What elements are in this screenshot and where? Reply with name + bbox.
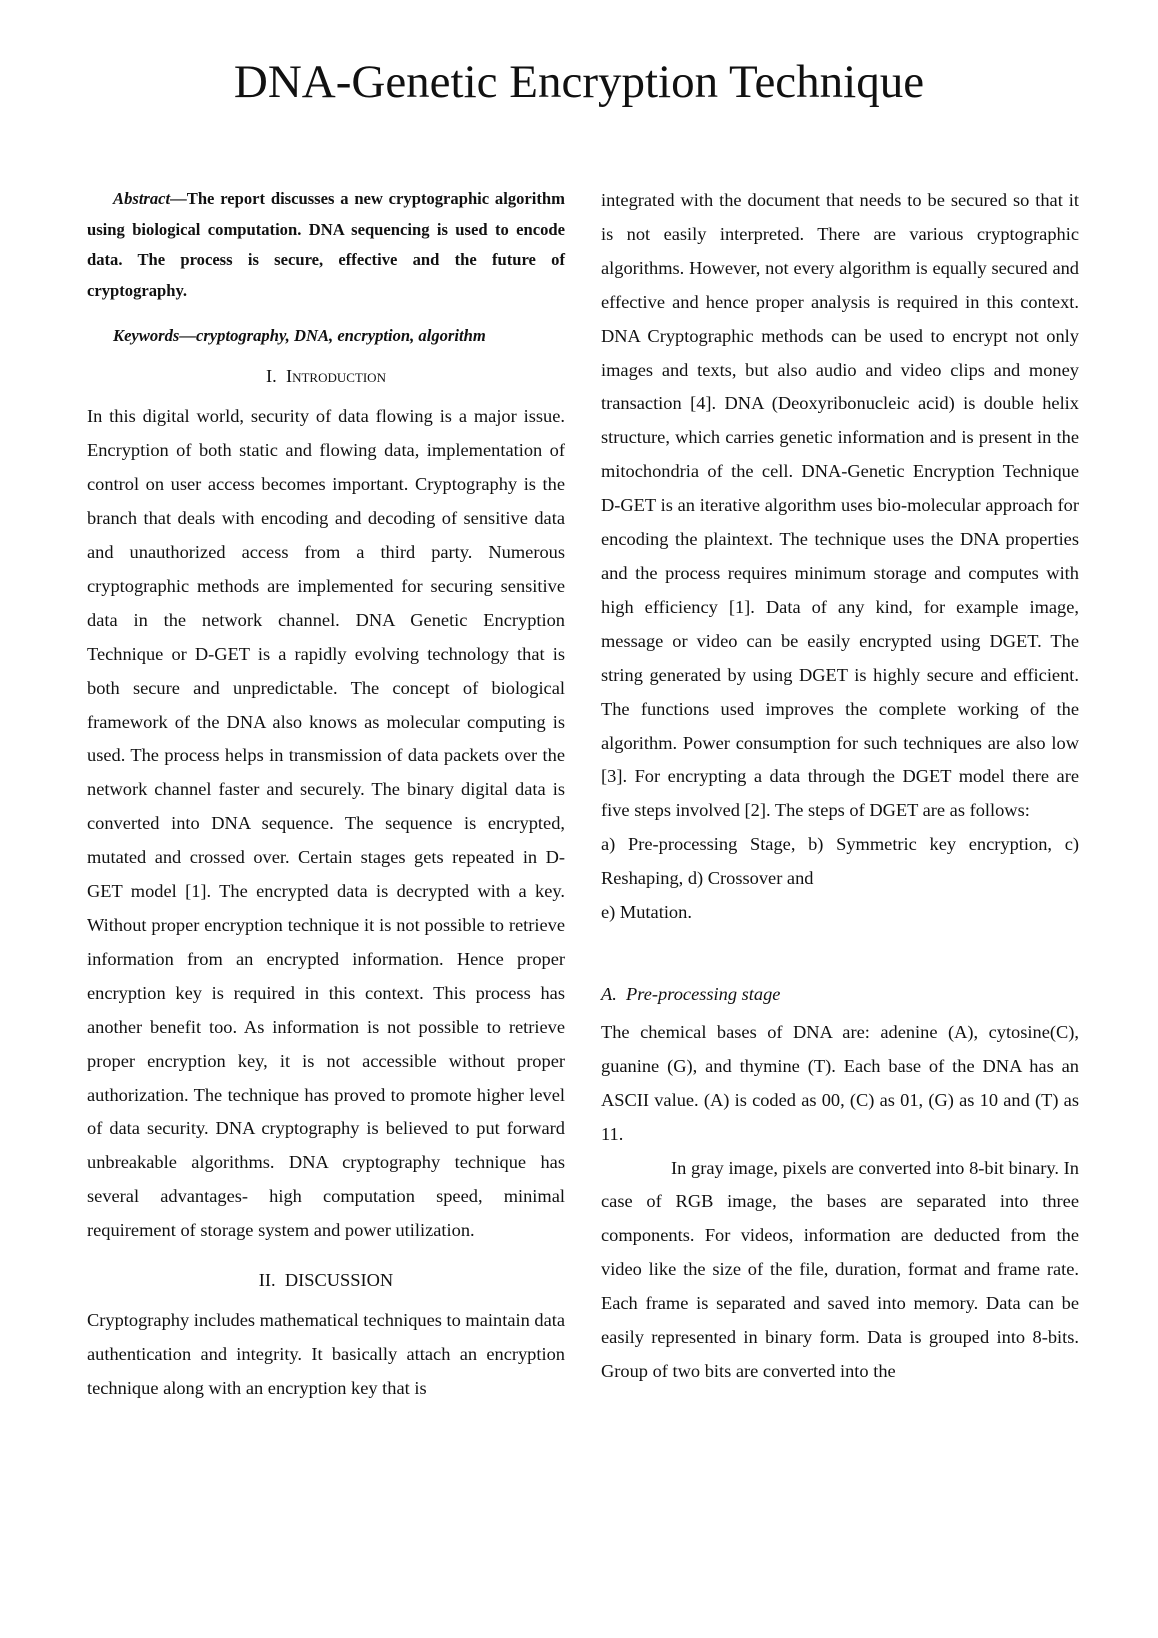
subsection-heading-preprocessing bbox=[601, 982, 1079, 1006]
preprocessing-paragraph-2: In gray image, pixels are converted into 8-bit binary. In case of RGB image, the bases are separated into three components. For videos, information are deducted from the video like the size of the file, duration, format and frame rate. Each frame is separated and saved into memory. Data can be easily represented in binary form. Data is grouped into 8-bits. Group of two bits are converted into the bbox=[601, 1157, 1079, 1381]
abstract-label: Abstract bbox=[113, 189, 171, 208]
keywords bbox=[87, 324, 565, 348]
discussion-paragraph-left: Cryptography includes mathematical techniques to maintain data authentication and integrity. It basically attach an encryption technique along with an encryption key that is bbox=[87, 1310, 566, 1398]
section-title: Introduction bbox=[285, 366, 386, 387]
abstract-text: The report discusses a new cryptographic algorithm using biological computation. DNA sequencing is used to encode data. The process is secure, effective and the future of cryptography. bbox=[87, 189, 565, 300]
section-heading-introduction bbox=[87, 364, 565, 388]
left-column bbox=[87, 184, 565, 1406]
preprocessing-paragraph-1: The chemical bases of DNA are: adenine (A), cytosine(C), guanine (G), and thymine (T). Each base of the DNA has an ASCII value. (A) is coded as 00, (C) as 01, (G) as 10 and (T) as 11. bbox=[601, 1021, 1079, 1144]
section-title: DISCUSSION bbox=[284, 1270, 394, 1291]
introduction-paragraph: In this digital world, security of data flowing is a major issue. Encryption of both static and flowing data, implementation of control on user access becomes important. Cryptography is the branch that deals with encoding and decoding of sensitive data and unauthorized access from a third party. Numerous cryptographic methods are implemented for securing sensitive data in the network channel. DNA Genetic Encryption Technique or D-GET is a rapidly evolving technology that is both secure and unpredictable. The concept of biological framework of the DNA also knows as molecular computing is used. The process helps in transmission of data packets over the network channel faster and securely. The binary digital data is converted into DNA sequence. The sequence is encrypted, mutated and crossed over. Certain stages gets repeated in D-GET model [1]. The encrypted data is decrypted with a key. Without proper encryption technique it is not possible to retrieve information from an encrypted information. Hence proper encryption key is required in this context. This process has another benefit too. As information is not possible to retrieve proper encryption key, it is not accessible without proper authorization. The technique has proved to promote higher level of data security. DNA cryptography is believed to put forward unbreakable algorithms. DNA cryptography technique has several advantages- high computation speed, minimal requirement of storage system and power utilization. bbox=[87, 406, 565, 1241]
dget-steps-list: a) Pre-processing Stage, b) Symmetric key encryption, c) Reshaping, d) Crossover and bbox=[601, 834, 1079, 889]
keywords-text: cryptography, DNA, encryption, algorithm bbox=[195, 326, 486, 346]
right-column bbox=[601, 184, 1079, 1389]
paper-title: DNA-Genetic Encryption Technique bbox=[233, 56, 925, 108]
abstract bbox=[87, 184, 565, 306]
keywords-label: Keywords bbox=[113, 326, 180, 346]
abstract-dash: — bbox=[170, 189, 187, 208]
section-number: II. bbox=[258, 1270, 276, 1291]
subsection-letter: A. bbox=[601, 983, 617, 1004]
section-heading-discussion bbox=[87, 1268, 565, 1292]
keywords-dash: — bbox=[179, 326, 196, 346]
section-number: I. bbox=[266, 366, 277, 387]
dget-steps-list-end: e) Mutation. bbox=[601, 902, 692, 923]
discussion-paragraph-right: integrated with the document that needs to be secured so that it is not easily interpreted. There are various cryptographic algorithms. However, not every algorithm is equally secured and effective and hence proper analysis is required in this context. DNA Cryptographic methods can be used to encrypt not only images and texts, but also audio and video clips and money transaction [4]. DNA (Deoxyribonucleic acid) is double helix structure, which carries genetic information and is present in the mitochondria of the cell. DNA-Genetic Encryption Technique D-GET is an iterative algorithm uses bio-molecular approach for encoding the plaintext. The technique uses the DNA properties and the process requires minimum storage and computes with high efficiency [1]. Data of any kind, for example image, message or video can be easily encrypted using DGET. The string generated by using DGET is highly secure and efficient. The functions used improves the complete working of the algorithm. Power consumption for such techniques are also low [3]. For encrypting a data through the DGET model there are five steps involved [2]. The steps of DGET are as follows: bbox=[601, 190, 1079, 821]
subsection-title: Pre-processing stage bbox=[626, 983, 781, 1004]
